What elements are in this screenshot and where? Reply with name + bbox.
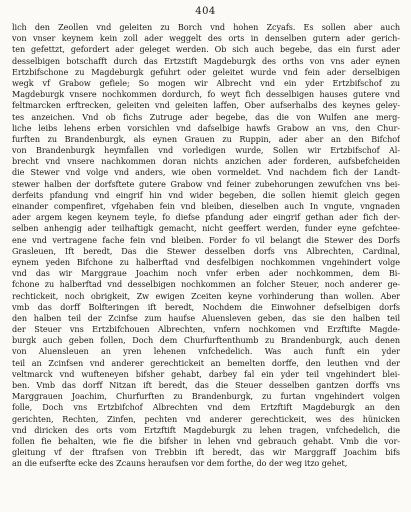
text-line: lich den Zeollen vnd geleiten zu Borch vnd hohen Zcyafs. Es sollen aber auch xyxy=(12,22,400,32)
text-line: ben. Vmb das dorff Nitzan ift beredt, das die Steuer desselben gantzen dorffs vns xyxy=(12,380,400,390)
text-line: rechtickeit, noch obrigkeit, Zw ewigen Zceiten keyne vorhinderung than wollen. Aber xyxy=(12,290,400,301)
text-line: ten gefettzt, gefordert ader geleget werden. Ob sich auch begebe, das ein furst ader xyxy=(12,44,400,55)
text-line: gleitung vf der ftrafsen von Trebbin ift beredt, das wir Marggraff Joachim bifs xyxy=(12,447,400,458)
text-line: furften zu Brandenburgk, als eynen Grauen zu Ruppin, ader aber an den Bifchof xyxy=(12,133,400,144)
text-line: Ertzbifschone zu Magdeburgk gefuhrt oder geleitet wurde vnd fein ader derselbigen xyxy=(12,66,400,77)
text-line: vmb das dorff Bolfteringen ift beredt, Nochdem die Einwohner defselbigen dorfs xyxy=(12,301,400,312)
text-line: stewer halben der dorfsftete gutere Grabow vnd feiner zubehorungen zewufchen vns bei- xyxy=(12,178,400,189)
text-line: feltmarcken erftrecken, geleiten vnd geleiten laffen, Ober aufserhalbs des keynes geley- xyxy=(12,100,400,111)
text-line: von Brandenburgk heymfallen vnd vorledigen wurde, Sollen wir Ertzbifschof Al- xyxy=(12,145,400,156)
text-line: gerichten, Rechten, Zinfen, pechten vnd anderer gerechtickeit, wes des hünicken xyxy=(12,413,400,424)
text-line: brecht vnd vnsere nachkommen doran nichts anzichen ader forderen, aufsbefcheiden xyxy=(12,156,400,167)
text-line: selben anhengig ader teilhaftigk gemacht, nicht geeffert werden, funder eyne gefchtee- xyxy=(12,223,400,234)
body-text xyxy=(12,22,400,470)
text-line: follen fie behalten, wie fie die bifsher in lehen vnd gebrauch gehabt. Vmb die vor- xyxy=(12,435,400,446)
text-line: tes anzeichen. Vnd ob fichs Zutruge ader begebe, das die von Wulfen ane merg- xyxy=(12,111,400,122)
text-line: veltmarck vnd wufteneyen bifsher gehabt, darbey fal ein yder teil vngehindert blei- xyxy=(12,368,400,379)
text-line: derfeits pfandung vnd eingrif hin vnd wider begeben, die sollen hiemit gleich gegen xyxy=(12,189,400,200)
text-line: vnd das wir Marggraue Joachim noch vnfer erben ader nochkommen, dem Bi- xyxy=(12,268,400,279)
text-line: ader argem kegen keynem teyle, fo diefse pfandung ader eingrif gethan ader fich der- xyxy=(12,212,400,223)
text-line: eynem yeden Bifchone zu halberftad vnd desfelbigen nochkommen vngehindert volge xyxy=(12,256,400,267)
text-line: Grasleuen, Ift beredt, Das die Stewer desselben dorfs vns Albrechten, Cardinal, xyxy=(12,245,400,256)
text-line: von Aluensleuen an yren lehenen vnfchedelich. Was auch funft ein yder xyxy=(12,346,400,357)
text-line: einander compenfiret, vfgehaben fein vnd bleiben, dieselben auch In vngute, vngnaden xyxy=(12,201,400,211)
page-number: 404 xyxy=(195,6,216,17)
text-line: liche leibs lehens erben vorsichlen vnd dafselbige hawfs Grabow an vns, den Chur- xyxy=(12,122,400,133)
text-line: wegk vf Grabow gefiele; So mogen wir Albrecht vnd ein yder Ertzbifschof zu xyxy=(12,77,400,88)
text-line: den halben teil der Zcinfse zum haufse Aluensleven geben, das sie den halben teil xyxy=(12,312,400,323)
text-line: die Stewer vnd volge vnd anders, wie oben vormeldet. Vnd nachdem fich der Landt- xyxy=(12,167,400,178)
text-line: an die eufserfte ecke des Zcauns heraufsen vor dem forthe, do der weg itzo gehet, xyxy=(12,458,348,469)
text-line: fchone zu halberftad vnd desselbigen nochkommen an folcher Steuer, noch anderer ge- xyxy=(12,279,400,290)
text-line: von vnser keynem kein zoll ader weggelt des orts in denselben gutern ader gerich- xyxy=(12,33,400,44)
text-line: teil an Zcinfsen vnd anderer gerechtickeit an bemelten dorffe, den leuthen vnd der xyxy=(12,357,400,368)
text-line: folle, Doch vns Ertzbifchof Albrechten vnd dem Ertzftift Magdeburgk an den xyxy=(12,402,400,413)
text-line: desselbigen botschafft durch das Ertzstift Magdeburgk des orths von vns ader eynen xyxy=(12,55,400,66)
text-line: Marggrauen Joachim, Churfurften zu Brandenburgk, zu furtan vngehindert volgen xyxy=(12,391,400,402)
text-line: der Steuer vns Ertzbifchouen Albrechten, vnfern nochkomen vnd Erzftifte Magde- xyxy=(12,324,400,335)
text-line: Magdeburgk vnsere nochkommen dordurch, fo weyt fich desselbigen hauses gutere vnd xyxy=(12,89,400,100)
text-line: ene vnd vertragene fache fein vnd bleiben. Forder fo vil belangt die Stewer des Dorfs xyxy=(12,234,400,245)
text-line: burgk auch geben follen, Doch dem Churfurftenthumb zu Brandenburgk, auch denen xyxy=(12,335,400,346)
text-line: vnd diricken des orts vom Ertzftift Magdeburgk zu lehen tragen, vnfchedelich, die xyxy=(12,424,400,435)
